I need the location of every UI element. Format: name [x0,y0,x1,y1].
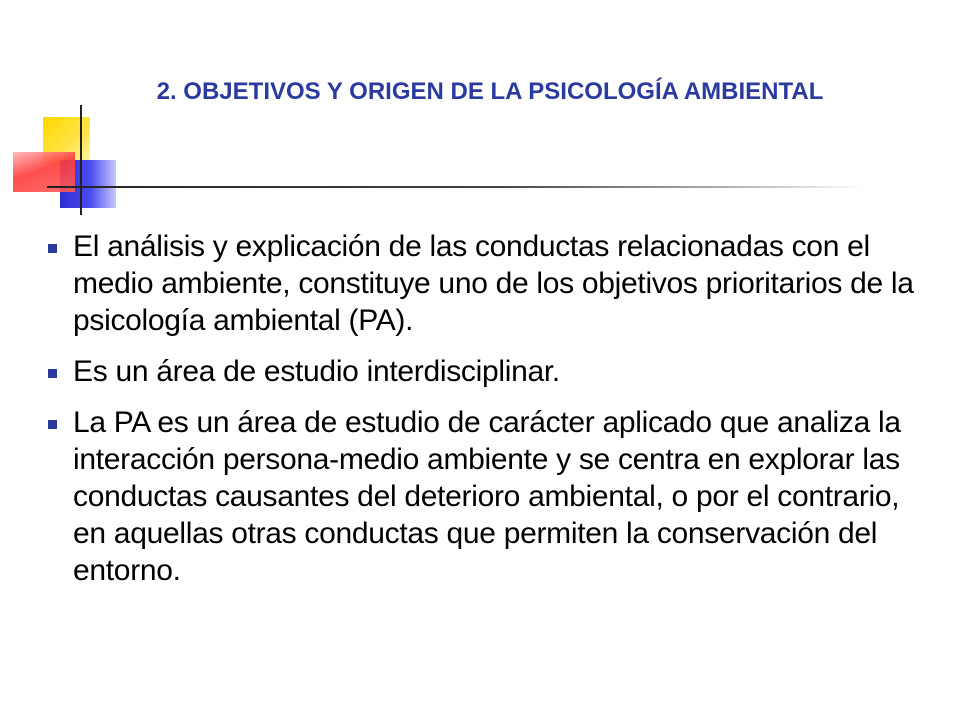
decorative-squares-logo [0,0,140,230]
square-bullet-icon [48,369,57,378]
bullet-item [40,353,940,390]
bullet-item [40,228,940,339]
bullet-item [40,404,940,589]
bullet-text: La PA es un área de estudio de carácter aplicado que analiza la interacción persona-medio ambiente y se centra en explorar las conductas causantes del deterioro ambiental, o por el contrario, en aquellas otras conductas que permiten la conservación del entorno. [73,406,901,587]
square-bullet-icon [48,420,57,429]
square-bullet-icon [48,244,57,253]
bullet-list [40,228,940,603]
slide-title: 2. OBJETIVOS Y ORIGEN DE LA PSICOLOGÍA AMBIENTAL [156,78,824,105]
vertical-rule [80,105,82,215]
title-underline-rule [47,186,867,188]
bullet-text: Es un área de estudio interdisciplinar. [73,355,560,388]
bullet-text: El análisis y explicación de las conductas relacionadas con el medio ambiente, constituye uno de los objetivos prioritarios de la psicología ambiental (PA). [73,230,914,337]
